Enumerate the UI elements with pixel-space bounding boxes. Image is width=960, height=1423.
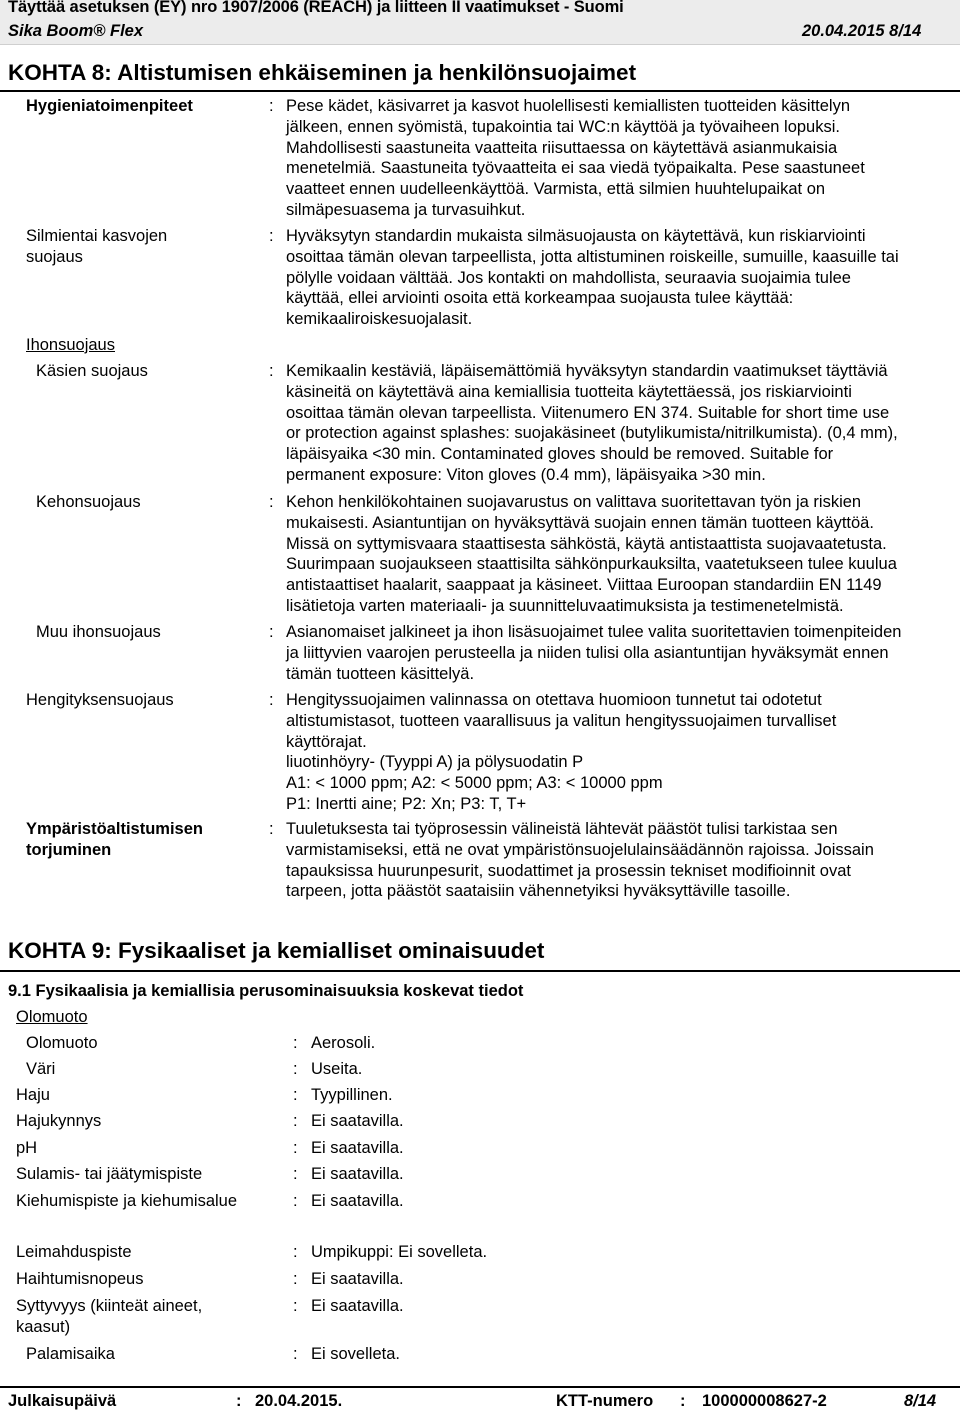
property-label: Palamisaika xyxy=(26,1345,115,1363)
property-value: Ei saatavilla. xyxy=(311,1297,404,1315)
hand-colon: : xyxy=(269,362,274,380)
respiratory-line: P1: Inertti aine; P2: Xn; P3: T, T+ xyxy=(286,794,527,813)
property-value: Ei saatavilla. xyxy=(311,1165,404,1183)
environmental-line: Tuuletuksesta tai työprosessin välineistä lähtevät päästöt tulisi tarkistaa sen xyxy=(286,820,838,838)
hygiene-line: jälkeen, ennen syömistä, tupakointia tai WC:n käyttöä ja työvaiheen lopuksi. xyxy=(286,117,840,136)
other-skin-protection-label: Muu ihonsuojaus xyxy=(36,623,161,641)
property-label: Leimahduspiste xyxy=(16,1243,132,1261)
property-colon: : xyxy=(293,1192,298,1210)
regulation-notice: Täyttää asetuksen (EY) nro 1907/2006 (REACH) ja liitteen II vaatimukset - Suomi xyxy=(8,0,624,16)
eye-label-line: Silmientai kasvojen xyxy=(26,227,168,245)
hygiene-line: Mahdollisesti saastuneita vaatteita riisuttaessa on käytettävä asianmukaisia xyxy=(286,138,838,157)
eye-line: käyttää, ellei arviointi osoita että korkeampaa suojausta tulee käyttää: xyxy=(286,289,794,308)
environmental-line: tarpeen, jotta päästöt saataisiin vähennetyiksi hyväksyttäville tasoille. xyxy=(286,882,791,901)
property-colon: : xyxy=(293,1243,298,1261)
environmental-exposure-text xyxy=(286,819,950,902)
eye-protection-text xyxy=(286,226,950,330)
property-value: Umpikuppi: Ei sovelleta. xyxy=(311,1243,488,1261)
issue-date-label: Julkaisupäivä xyxy=(8,1392,117,1410)
property-colon: : xyxy=(293,1345,298,1363)
property-colon: : xyxy=(293,1086,298,1104)
hygiene-line: Pese kädet, käsivarret ja kasvot huolellisesti kemiallisten tuotteiden käsittelyn xyxy=(286,97,851,115)
footer-rule xyxy=(0,1386,960,1388)
property-label: Haihtumisnopeus xyxy=(16,1270,144,1288)
hygiene-line: silmäpesuasema ja turvasuihkut. xyxy=(286,200,526,219)
body-line: Suurimpaan suojaukseen staattisilta sähkönpurkauksilta, vaatetukseen tulee kuulua xyxy=(286,555,897,574)
ktt-number-colon: : xyxy=(680,1392,686,1410)
property-colon: : xyxy=(293,1060,298,1078)
eye-line: pölylle voidaan välttää. Jos kontakti on mahdollista, seuraavia suojaimia tulee xyxy=(286,268,851,287)
property-label: pH xyxy=(16,1139,38,1157)
body-line: antistaattiset haalarit, saappaat ja käsineet. Viittaa Euroopan standardiin EN 1149 xyxy=(286,576,882,595)
eye-label-line: suojaus xyxy=(26,247,83,266)
property-label: Väri xyxy=(26,1060,56,1078)
body-protection-label: Kehonsuojaus xyxy=(36,493,141,511)
other-skin-colon: : xyxy=(269,623,274,641)
property-value: Tyypillinen. xyxy=(311,1086,393,1104)
property-colon: : xyxy=(293,1165,298,1183)
hand-line: käsineitä on käytettävä aina kemiallisia tuotteita käytettäessä, jos riskiarviointi xyxy=(286,382,852,401)
property-value: Aerosoli. xyxy=(311,1034,376,1052)
property-colon: : xyxy=(293,1297,298,1315)
body-line: Kehon henkilökohtainen suojavarustus on valittava suoritettavan työn ja riskien xyxy=(286,493,862,511)
hand-protection-label: Käsien suojaus xyxy=(36,362,148,380)
footer-page-number: 8/14 xyxy=(904,1392,937,1410)
section-8-title: KOHTA 8: Altistumisen ehkäiseminen ja henkilönsuojaimet xyxy=(8,60,637,85)
property-value: Ei sovelleta. xyxy=(311,1345,400,1363)
respiratory-protection-text xyxy=(286,690,950,815)
hand-line: or protection against splashes: suojakäsineet (butylikumista/nitrilkumista). (0,4 mm), xyxy=(286,424,898,443)
respiratory-line: käyttörajat. xyxy=(286,732,367,751)
body-line: Missä on syttymisvaara staattisesta sähköstä, käytä antistaattista suojavaatetusta. xyxy=(286,534,887,553)
ktt-number: 100000008627-2 xyxy=(702,1392,827,1410)
hygiene-text xyxy=(286,96,950,221)
eye-line: kemikaaliroiskesuojalasit. xyxy=(286,310,473,329)
ktt-number-label: KTT-numero xyxy=(556,1392,654,1410)
hygiene-colon: : xyxy=(269,97,274,115)
environmental-line: tapauksissa huurunpesurit, suodattimet ja prosessin tekniset modifioinnit ovat xyxy=(286,861,851,880)
property-label: Kiehumispiste ja kiehumisalue xyxy=(16,1192,238,1210)
property-label: Haju xyxy=(16,1086,50,1104)
eye-colon: : xyxy=(269,227,274,245)
section-8-rule xyxy=(0,90,960,92)
skin-protection-heading: Ihonsuojaus xyxy=(26,336,115,354)
hygiene-label: Hygieniatoimenpiteet xyxy=(26,97,193,115)
hand-line: Kemikaalin kestäviä, läpäisemättömiä hyväksytyn standardin vaatimukset täyttäviä xyxy=(286,362,888,380)
property-label-line: Syttyvyys (kiinteät aineet, xyxy=(16,1297,203,1315)
other-skin-line: ja liittyvien vaarojen perusteella ja niiden tulisi olla asiantuntijan hyväksymät ennen xyxy=(286,643,889,662)
property-label: Hajukynnys xyxy=(16,1112,102,1130)
environmental-label-line: Ympäristöaltistumisen xyxy=(26,820,203,838)
eye-protection-label xyxy=(26,226,167,268)
section-9-1-subtitle: 9.1 Fysikaalisia ja kemiallisia perusominaisuuksia koskevat tiedot xyxy=(8,982,524,1000)
environmental-label-line: torjuminen xyxy=(26,840,112,859)
hand-protection-text xyxy=(286,361,950,486)
property-value: Ei saatavilla. xyxy=(311,1112,404,1130)
respiratory-line: liuotinhöyry- (Tyyppi A) ja pölysuodatin P xyxy=(286,753,584,772)
environmental-colon: : xyxy=(269,820,274,838)
property-value: Ei saatavilla. xyxy=(311,1192,404,1210)
property-label xyxy=(16,1296,202,1338)
section-9-title: KOHTA 9: Fysikaaliset ja kemialliset ominaisuudet xyxy=(8,938,545,963)
body-protection-text xyxy=(286,492,950,617)
respiratory-line: altistumistasot, tuotteen vaarallisuus ja valitun hengityssuojaimen turvalliset xyxy=(286,711,837,730)
hand-line: läpäisyaika <30 min. Contaminated gloves should be removed. Suitable for xyxy=(286,445,834,464)
property-colon: : xyxy=(293,1112,298,1130)
header-date-page: 20.04.2015 8/14 xyxy=(802,22,922,40)
property-value: Ei saatavilla. xyxy=(311,1270,404,1288)
body-line: lisätietoja varten materiaali- ja suunnitteluvaatimuksista ja testimenetelmistä. xyxy=(286,596,844,615)
document-header xyxy=(0,0,960,45)
other-skin-protection-text xyxy=(286,622,950,684)
issue-date: 20.04.2015. xyxy=(255,1392,343,1410)
environmental-exposure-label xyxy=(26,819,203,861)
environmental-line: varmistamiseksi, että ne ovat ympäristönsuojelulainsäädännön rajoissa. Joissain xyxy=(286,840,874,859)
other-skin-line: Asianomaiset jalkineet ja ihon lisäsuojaimet tulee valita suoritettavien toimenpiteiden xyxy=(286,623,902,641)
respiratory-colon: : xyxy=(269,691,274,709)
hygiene-line: vaatteet ennen uudelleenkäyttöä. Varmista, että silmien huuhtelupaikat on xyxy=(286,180,826,199)
property-colon: : xyxy=(293,1139,298,1157)
eye-line: Hyväksytyn standardin mukaista silmäsuojausta on käytettävä, kun riskiarviointi xyxy=(286,227,866,245)
hand-line: osoittaa tämän olevan tarpeellista. Viitenumero EN 374. Suitable for short time use xyxy=(286,403,890,422)
product-name: Sika Boom® Flex xyxy=(8,22,144,40)
property-label-line: kaasut) xyxy=(16,1317,71,1336)
property-label: Sulamis- tai jäätymispiste xyxy=(16,1165,203,1183)
body-colon: : xyxy=(269,493,274,511)
hygiene-line: menetelmiä. Saastuneita työvaatteita ei saa viedä työpaikalta. Pese saastuneet xyxy=(286,159,865,178)
body-line: mukaisesti. Asiantuntijan on hyväksyttävä suojain ennen tämän tuotteen käyttöä. xyxy=(286,513,874,532)
appearance-heading: Olomuoto xyxy=(16,1008,88,1026)
property-label: Olomuoto xyxy=(26,1034,98,1052)
respiratory-protection-label: Hengityksensuojaus xyxy=(26,691,174,709)
respiratory-line: A1: < 1000 ppm; A2: < 5000 ppm; A3: < 10000 ppm xyxy=(286,774,663,793)
hand-line: permanent exposure: Viton gloves (0.4 mm), läpäisyaika >30 min. xyxy=(286,465,766,484)
respiratory-line: Hengityssuojaimen valinnassa on otettava huomioon tunnetut tai odotetut xyxy=(286,691,822,709)
issue-date-colon: : xyxy=(236,1392,242,1410)
eye-line: osoittaa tämän olevan tarpeellista, jotta altistuminen roiskeille, sumuille, kaasuille tai xyxy=(286,247,899,266)
other-skin-line: tämän tuotteen käsittelyä. xyxy=(286,664,475,683)
property-colon: : xyxy=(293,1270,298,1288)
property-value: Useita. xyxy=(311,1060,363,1078)
section-9-rule xyxy=(0,970,960,972)
property-value: Ei saatavilla. xyxy=(311,1139,404,1157)
property-colon: : xyxy=(293,1034,298,1052)
